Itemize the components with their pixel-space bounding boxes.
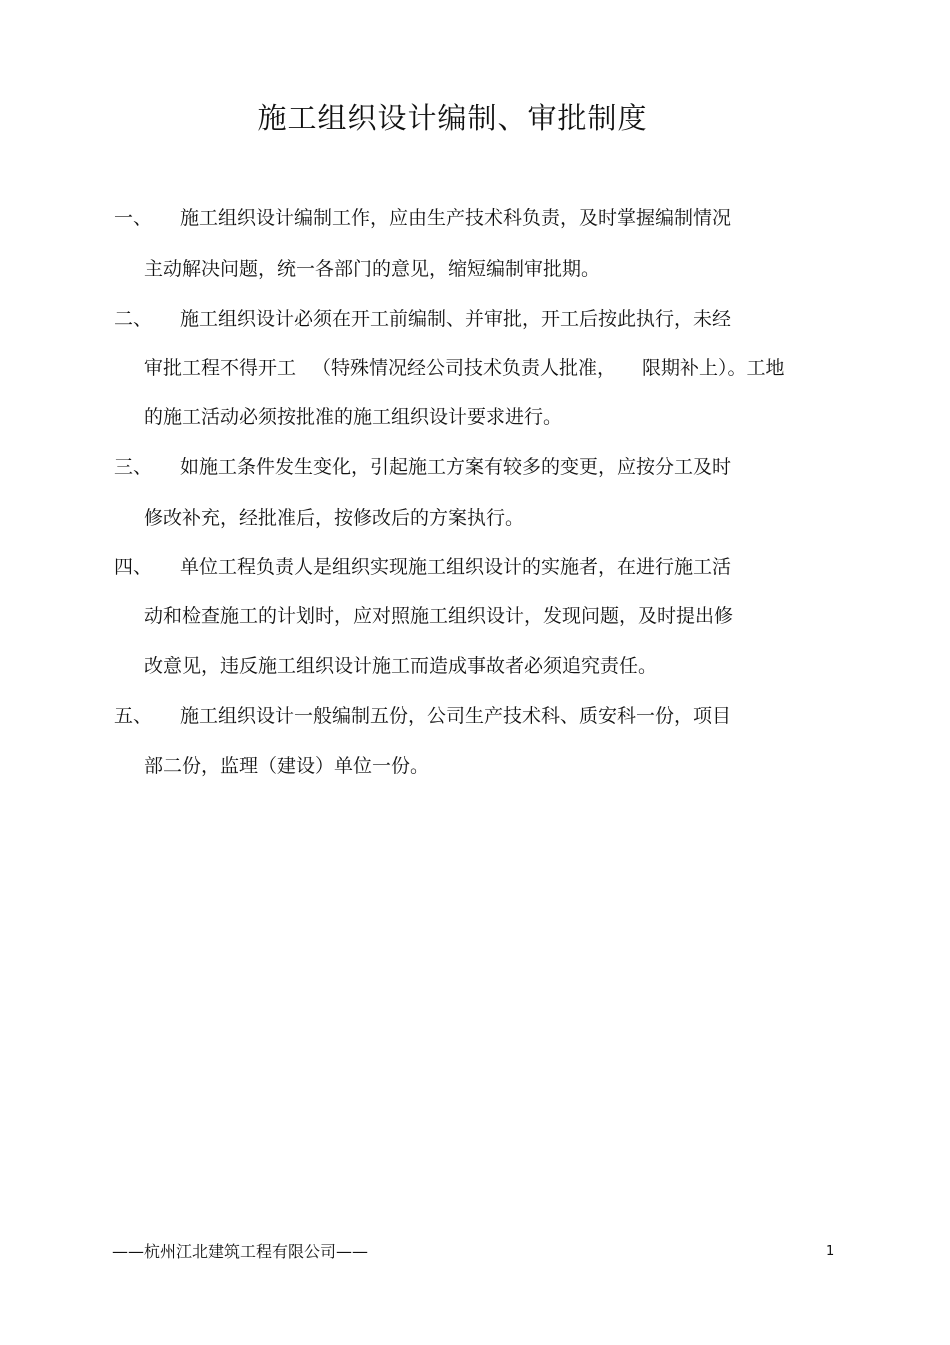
- section-2-line-2-part-1: 审批工程不得开工: [144, 357, 297, 379]
- footer-company: ——杭州江北建筑工程有限公司——: [112, 1242, 369, 1261]
- document-title: 施工组织设计编制、审批制度: [257, 101, 648, 135]
- section-4-line-3: 改意见，违反施工组织设计施工而造成事故者必须追究责任。: [144, 655, 658, 677]
- section-3-line-1: 如施工条件发生变化，引起施工方案有较多的变更，应按分工及时: [180, 456, 732, 478]
- section-number-5: 五、: [114, 705, 153, 727]
- section-1-line-1: 施工组织设计编制工作，应由生产技术科负责，及时掌握编制情况: [180, 207, 732, 229]
- section-2-line-2-part-2: （特殊情况经公司技术负责人批准，: [312, 357, 617, 379]
- section-number-2: 二、: [114, 308, 153, 330]
- section-3-line-2: 修改补充，经批准后，按修改后的方案执行。: [144, 507, 525, 529]
- section-5-line-2: 部二份，监理（建设）单位一份。: [144, 755, 430, 777]
- section-4-line-1: 单位工程负责人是组织实现施工组织设计的实施者，在进行施工活: [180, 556, 732, 578]
- section-1-line-2: 主动解决问题，统一各部门的意见，缩短编制审批期。: [144, 258, 601, 280]
- section-2-line-2: [144, 353, 785, 383]
- section-5-line-1: 施工组织设计一般编制五份，公司生产技术科、质安科一份，项目: [180, 705, 732, 727]
- section-2-line-1: 施工组织设计必须在开工前编制、并审批，开工后按此执行，未经: [180, 308, 732, 330]
- section-number-1: 一、: [114, 207, 153, 229]
- section-number-4: 四、: [114, 556, 153, 578]
- section-number-3: 三、: [114, 456, 153, 478]
- section-2-line-2-part-3: 限期补上）。工地: [642, 357, 785, 379]
- section-4-line-2: 动和检查施工的计划时，应对照施工组织设计，发现问题，及时提出修: [144, 605, 734, 627]
- page-number: 1: [826, 1244, 835, 1259]
- section-2-line-3: 的施工活动必须按批准的施工组织设计要求进行。: [144, 406, 563, 428]
